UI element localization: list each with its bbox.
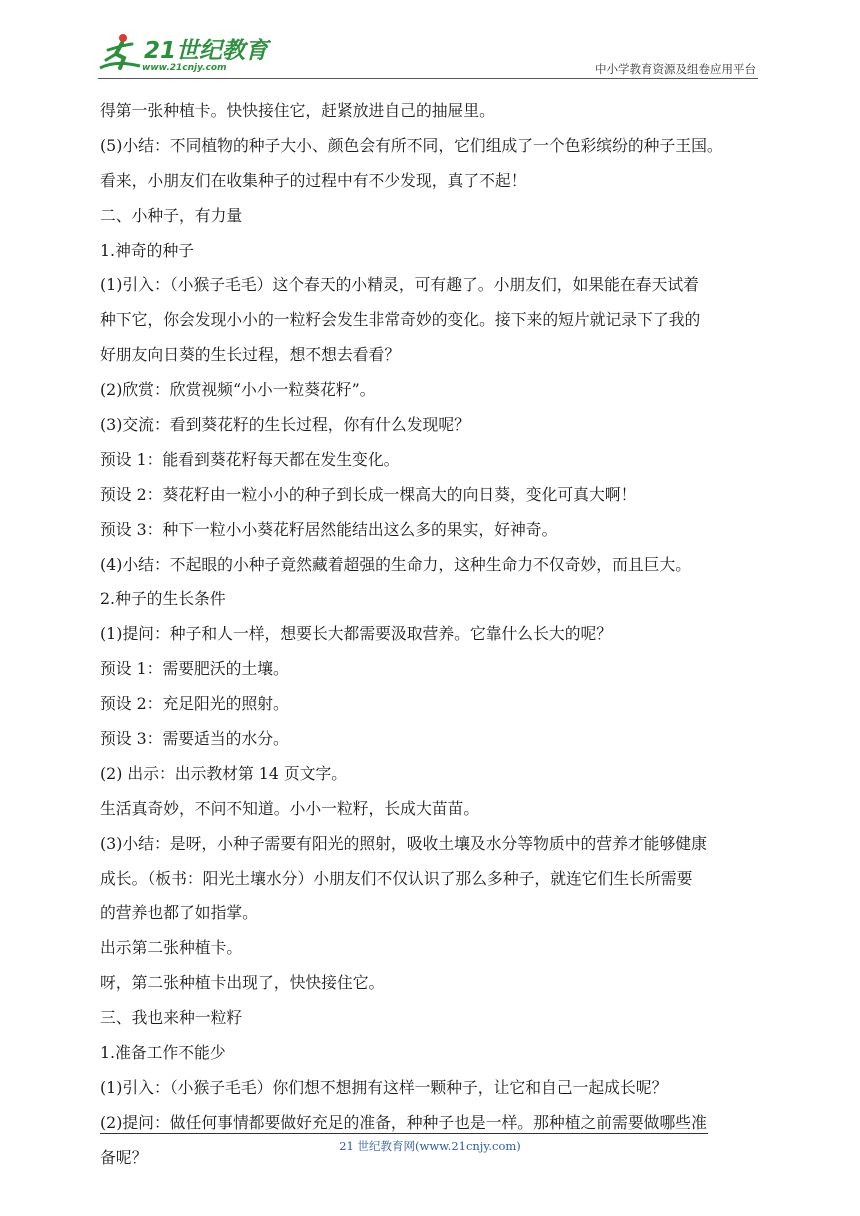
logo-url: www.21cnjy.com [142,63,227,73]
text-line: (3)小结：是呀，小种子需要有阳光的照射，吸收土壤及水分等物质中的营养才能够健康 [100,833,707,853]
subsection-heading: 1.准备工作不能少 [100,1043,226,1063]
text-line: 预设 3：种下一粒小小葵花籽居然能结出这么多的果实，好神奇。 [100,519,558,539]
text-line: 预设 2：葵花籽由一粒小小的种子到长成一棵高大的向日葵，变化可真大啊！ [100,484,637,504]
text-line: 预设 1：能看到葵花籽每天都在发生变化。 [100,449,400,469]
text-line: 好朋友向日葵的生长过程，想不想去看看？ [100,345,401,365]
page-header [0,0,860,84]
platform-label: 中小学教育资源及组卷应用平台 [595,62,756,76]
text-line: (1)引入：（小猴子毛毛）你们想不想拥有这样一颗种子，让它和自己一起成长呢？ [100,1077,668,1097]
text-line: 备呢？ [100,1147,148,1167]
subsection-heading: 2.种子的生长条件 [100,589,226,609]
text-line: 预设 2：充足阳光的照射。 [100,694,289,714]
text-line: 成长。（板书：阳光土壤水分）小朋友们不仅认识了那么多种子，就连它们生长所需要 [100,868,693,888]
text-line: (3)交流：看到葵花籽的生长过程，你有什么发现呢？ [100,415,470,435]
text-line: 看来，小朋友们在收集种子的过程中有不少发现，真了不起！ [100,170,527,190]
logo-text: 21世纪教育 [144,38,269,64]
text-line: 种下它，你会发现小小的一粒籽会发生非常奇妙的变化。接下来的短片就记录下了我的 [100,310,701,330]
logo [96,30,269,78]
text-line: (4)小结：不起眼的小种子竟然藏着超强的生命力，这种生命力不仅奇妙，而且巨大。 [100,554,692,574]
subsection-heading: 1.神奇的种子 [100,240,195,260]
text-line: 生活真奇妙，不问不知道。小小一粒籽，长成大苗苗。 [100,798,480,818]
text-line: 出示第二张种植卡。 [100,938,243,958]
header-divider [98,78,758,79]
runner-logo-icon [96,30,144,78]
text-line: (1)引入：（小猴子毛毛）这个春天的小精灵，可有趣了。小朋友们，如果能在春天试着 [100,275,699,295]
text-line: (2)欣赏：欣赏视频“小小一粒葵花籽”。 [100,380,376,400]
text-line: 预设 3：需要适当的水分。 [100,729,289,749]
page-footer: 21 世纪教育网(www.21cnjy.com) [339,1139,521,1153]
section-heading: 二、小种子，有力量 [100,205,243,225]
text-line: (2)提问：做任何事情都要做好充足的准备，种种子也是一样。那种植之前需要做哪些准 [100,1112,707,1132]
text-line: 预设 1：需要肥沃的土壤。 [100,659,289,679]
text-line: 呀，第二张种植卡出现了，快快接住它。 [100,973,385,993]
text-line: (2) 出示：出示教材第 14 页文字。 [100,763,348,783]
footer-divider [100,1133,708,1134]
text-line: (5)小结：不同植物的种子大小、颜色会有所不同，它们组成了一个色彩缤纷的种子王国。 [100,135,723,155]
text-line: 得第一张种植卡。快快接住它，赶紧放进自己的抽屉里。 [100,101,495,120]
text-line: 的营养也都了如指掌。 [100,903,258,923]
section-heading: 三、我也来种一粒籽 [100,1008,243,1028]
document-body [100,94,764,1176]
text-line: (1)提问：种子和人一样，想要长大都需要汲取营养。它靠什么长大的呢？ [100,624,613,644]
